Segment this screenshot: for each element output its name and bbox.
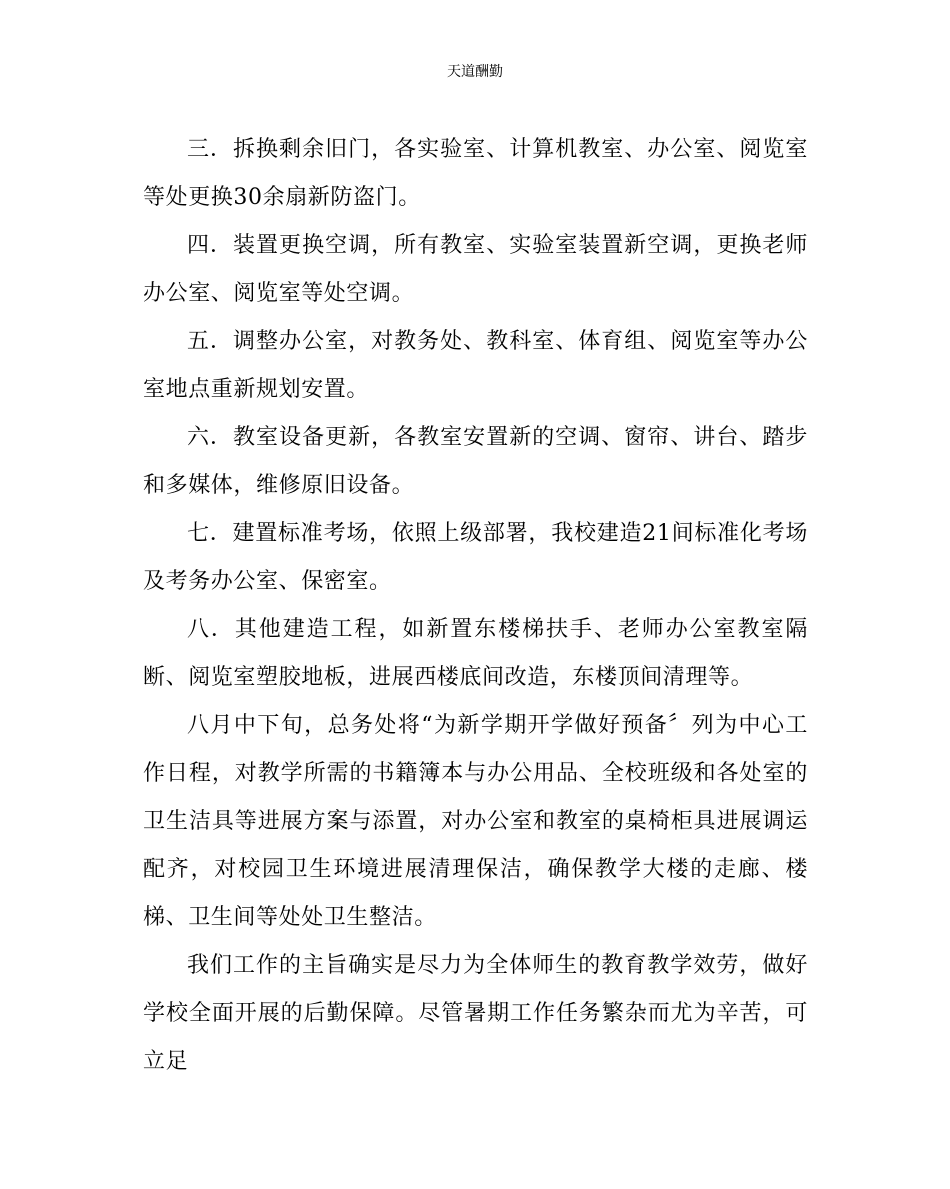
paragraph: 四．装置更换空调，所有教室、实验室装置新空调，更换老师办公室、阅览室等处空调。 — [143, 233, 808, 306]
page-header: 天道酬勤 — [447, 64, 503, 80]
paragraph: 八月中下旬，总务处将“为新学期开学做好预备〞列为中心工作日程，对教学所需的书籍簿本与办公用品、全校班级和各处室的卫生洁具等进展方案与添置，对办公室和教室的桌椅柜具进展调运配齐，对校园卫生环境进展清理保洁，确保教学大楼的走廊、楼梯、卫生间等处处卫生整洁。 — [143, 713, 808, 930]
paragraph: 我们工作的主旨确实是尽力为全体师生的教育教学效劳，做好学校全面开展的后勤保障。尽管暑期工作任务繁杂而尤为辛苦，可立足 — [143, 953, 808, 1074]
paragraph: 三．拆换剩余旧门，各实验室、计算机教室、办公室、阅览室等处更换30余扇新防盗门。 — [143, 137, 808, 210]
paragraph: 七．建置标准考场，依照上级部署，我校建造21间标准化考场及考务办公室、保密室。 — [143, 521, 808, 594]
document-body — [143, 126, 808, 1086]
paragraph: 五．调整办公室，对教务处、教科室、体育组、阅览室等办公室地点重新规划安置。 — [143, 329, 808, 402]
paragraph: 八．其他建造工程，如新置东楼梯扶手、老师办公室教室隔断、阅览室塑胶地板，进展西楼底间改造，东楼顶间清理等。 — [143, 617, 808, 690]
paragraph: 六．教室设备更新，各教室安置新的空调、窗帘、讲台、踏步和多媒体，维修原旧设备。 — [143, 425, 808, 498]
